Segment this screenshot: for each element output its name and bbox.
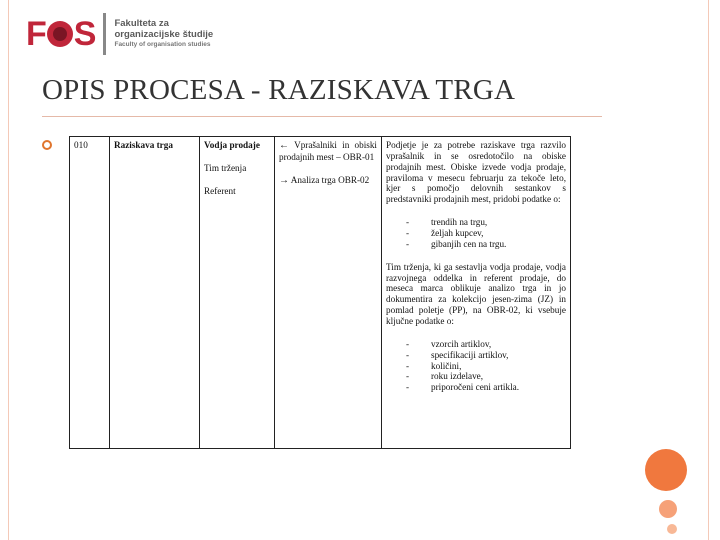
document-1-text: Vprašalniki in obiski prodajnih mest – OBR-01 bbox=[279, 140, 377, 162]
document-entry-1 bbox=[279, 140, 377, 163]
cell-description bbox=[382, 137, 571, 449]
logo-mark bbox=[26, 17, 95, 51]
description-paragraph-2: Tim trženja, ki ga sestavlja vodja prodaje, vodja razvojnega oddelka in referent prodaje, do meseca marca oblikuje analizo trga in jo dokumentira za kolekcijo jesen-zima (JZ) in pomlad poletje (PP), na OBR-02, ki vsebuje ključne podatke o: bbox=[386, 261, 566, 327]
process-table bbox=[69, 136, 571, 449]
responsible-other: Referent bbox=[204, 185, 236, 196]
activity-name: Raziskava trga bbox=[114, 140, 173, 150]
list-item: - roku izdelave, bbox=[406, 371, 566, 382]
table-row bbox=[70, 137, 571, 449]
list-item: - željah kupcev, bbox=[406, 228, 566, 239]
decorative-circle-medium bbox=[659, 500, 677, 518]
list-item: - trendih na trgu, bbox=[406, 217, 566, 228]
logo-text bbox=[114, 19, 213, 48]
description-paragraph-1: Podjetje je za potrebe raziskave trga razvilo vprašalnik in se osredotočilo na obiske prodajnih mest. Obiske izvede vodja prodaje, praviloma v mesecu februarju za tekoče leto, kjer s pomočjo delovnih sestankov s predstavniki prodajnih mest, pridobi podatke o: bbox=[386, 140, 566, 205]
list-item: - količini, bbox=[406, 361, 566, 372]
cell-step-number bbox=[70, 137, 110, 449]
list-item: - specifikaciji artiklov, bbox=[406, 350, 566, 361]
decorative-circle-small bbox=[667, 524, 677, 534]
slide-title: OPIS PROCESA - RAZISKAVA TRGA bbox=[42, 74, 516, 106]
fos-logo bbox=[26, 13, 213, 55]
document-entry-2 bbox=[279, 175, 377, 187]
logo-line-3: Faculty of organisation studies bbox=[114, 41, 211, 49]
list-item: - vzorcih artiklov, bbox=[406, 339, 566, 350]
right-frame-line bbox=[708, 0, 709, 540]
decorative-circle-large bbox=[645, 449, 687, 491]
title-underline bbox=[42, 116, 602, 117]
arrow-icon: ← bbox=[279, 140, 289, 151]
cell-responsible bbox=[200, 137, 275, 449]
left-frame-line bbox=[8, 0, 9, 540]
step-number: 010 bbox=[74, 140, 88, 150]
bullet-icon bbox=[42, 140, 52, 150]
logo-line-1: Fakulteta za bbox=[114, 18, 169, 30]
cell-documents bbox=[275, 137, 382, 449]
document-2-text: Analiza trga OBR-02 bbox=[290, 174, 370, 185]
logo-coffee-bean-icon bbox=[47, 21, 73, 47]
logo-line-2: organizacijske študije bbox=[114, 28, 214, 40]
description-list-2 bbox=[386, 339, 566, 393]
cell-activity bbox=[110, 137, 200, 449]
logo-divider bbox=[103, 13, 106, 55]
arrow-icon: → bbox=[279, 174, 289, 186]
list-item: - gibanjih cen na trgu. bbox=[406, 239, 566, 250]
responsible-primary: Vodja prodaje bbox=[204, 140, 260, 150]
list-item: - priporočeni ceni artikla. bbox=[406, 382, 566, 393]
logo-letter-f: F bbox=[26, 15, 46, 53]
logo-letter-s: S bbox=[73, 15, 96, 53]
responsible-other: Tim trženja bbox=[204, 162, 247, 173]
description-list-1 bbox=[386, 217, 566, 250]
